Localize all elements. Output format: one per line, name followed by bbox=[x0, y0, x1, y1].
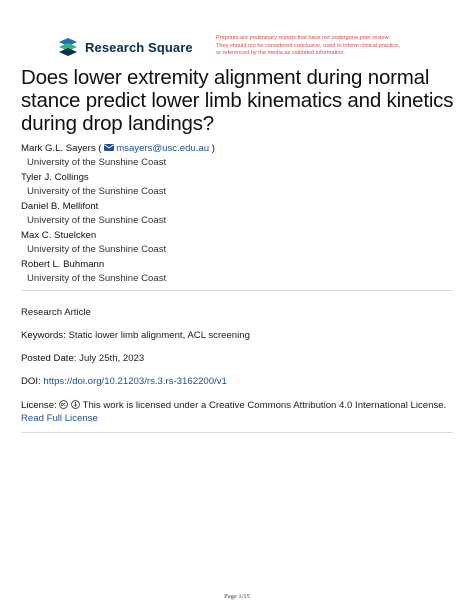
author-affiliation: University of the Sunshine Coast bbox=[27, 215, 167, 226]
page-number: Page 1/15 bbox=[224, 593, 250, 600]
email-open: ( bbox=[95, 143, 102, 154]
divider bbox=[21, 290, 453, 291]
author-entry bbox=[21, 171, 441, 199]
author-name: Robert L. Buhmann bbox=[21, 259, 105, 270]
research-square-logo[interactable] bbox=[57, 36, 193, 58]
doi-row bbox=[21, 375, 453, 388]
divider bbox=[21, 432, 453, 433]
doi-label: DOI: bbox=[21, 376, 41, 387]
cc-icon bbox=[59, 400, 68, 409]
author-list bbox=[21, 142, 441, 287]
license-row bbox=[21, 399, 453, 425]
keywords-value: Static lower limb alignment, ACL screening bbox=[68, 330, 250, 341]
author-affiliation: University of the Sunshine Coast bbox=[27, 273, 167, 284]
author-entry bbox=[21, 229, 441, 257]
paper-title bbox=[21, 66, 461, 135]
posted-date-row bbox=[21, 352, 453, 365]
disclaimer-line: or referenced by the media as validated information. bbox=[216, 50, 346, 56]
keywords-row bbox=[21, 329, 453, 342]
author-entry bbox=[21, 258, 441, 286]
author-name: Mark G.L. Sayers bbox=[21, 143, 96, 154]
disclaimer-line: They should not be considered conclusive, used to inform clinical practice, bbox=[216, 42, 400, 49]
license-label: License: bbox=[21, 400, 57, 411]
email-close: ) bbox=[209, 143, 215, 154]
by-icon bbox=[71, 400, 80, 409]
disclaimer-line: Preprints are preliminary reports that have not undergone peer review. bbox=[216, 35, 390, 41]
keywords-label: Keywords: bbox=[21, 330, 66, 341]
preprint-disclaimer bbox=[216, 35, 446, 58]
author-affiliation: University of the Sunshine Coast bbox=[27, 186, 167, 197]
title-line: stance predict lower limb kinematics and kinetics bbox=[21, 89, 454, 112]
research-square-logo-icon bbox=[57, 37, 79, 57]
posted-date-label: Posted Date: bbox=[21, 353, 77, 364]
author-affiliation: University of the Sunshine Coast bbox=[27, 244, 167, 255]
doi-link[interactable]: https://doi.org/10.21203/rs.3.rs-3162200/v1 bbox=[43, 376, 227, 387]
author-entry bbox=[21, 142, 441, 170]
envelope-icon bbox=[104, 144, 114, 151]
author-name: Daniel B. Mellifont bbox=[21, 201, 99, 212]
read-full-license-link[interactable]: Read Full License bbox=[21, 413, 98, 424]
author-name-line bbox=[21, 142, 441, 156]
logo-text: Research Square bbox=[85, 39, 193, 55]
author-name: Max C. Stuelcken bbox=[21, 230, 97, 241]
author-email: msayers@usc.edu.au bbox=[116, 143, 210, 154]
author-email-link[interactable] bbox=[104, 143, 209, 154]
author-affiliation: University of the Sunshine Coast bbox=[27, 157, 167, 168]
author-name: Tyler J. Collings bbox=[21, 172, 89, 183]
title-line: during drop landings? bbox=[21, 112, 214, 135]
article-type: Research Article bbox=[21, 307, 91, 318]
license-text: This work is licensed under a Creative Commons Attribution 4.0 International License. bbox=[82, 400, 447, 411]
author-entry bbox=[21, 200, 441, 228]
title-line: Does lower extremity alignment during normal bbox=[21, 66, 430, 89]
posted-date-value: July 25th, 2023 bbox=[79, 353, 145, 364]
